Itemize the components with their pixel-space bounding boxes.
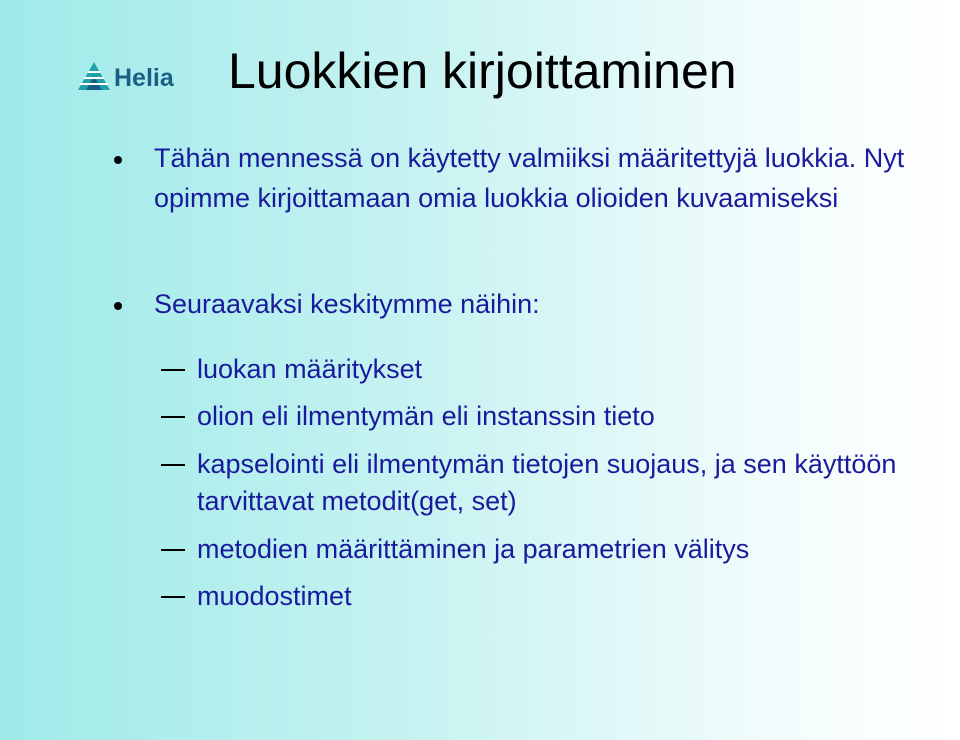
sub-item-5	[197, 578, 937, 615]
bullet-dot-icon	[114, 156, 122, 164]
sub-item-text: kapselointi eli ilmentymän tietojen suojaus, ja sen käyttöön tarvittavat metodit(get, set)	[197, 449, 897, 516]
sub-item-text: metodien määrittäminen ja parametrien välitys	[197, 534, 750, 564]
sub-item-3	[197, 446, 937, 520]
dash-icon	[161, 416, 185, 418]
bullet-dot-icon	[114, 302, 122, 310]
helia-logo-icon	[76, 58, 112, 94]
logo-text: Helia	[114, 64, 174, 92]
sub-item-4	[197, 531, 937, 568]
helia-logo	[76, 58, 186, 94]
bullet-item-1	[154, 138, 914, 218]
sub-item-text: olion eli ilmentymän eli instanssin tieto	[197, 401, 655, 431]
dash-icon	[161, 596, 185, 598]
sub-item-text: luokan määritykset	[197, 354, 423, 384]
sub-item-1	[197, 351, 937, 388]
sub-item-2	[197, 398, 937, 435]
bullet-text: Tähän mennessä on käytetty valmiiksi määritettyjä luokkia. Nyt opimme kirjoittamaan omia luokkia olioiden kuvaamiseksi	[154, 143, 905, 213]
page-title: Luokkien kirjoittaminen	[228, 43, 737, 99]
bullet-item-2	[154, 284, 914, 324]
dash-icon	[161, 549, 185, 551]
bullet-text: Seuraavaksi keskitymme näihin:	[154, 289, 540, 319]
dash-icon	[161, 369, 185, 371]
sub-item-text: muodostimet	[197, 581, 352, 611]
dash-icon	[161, 464, 185, 466]
